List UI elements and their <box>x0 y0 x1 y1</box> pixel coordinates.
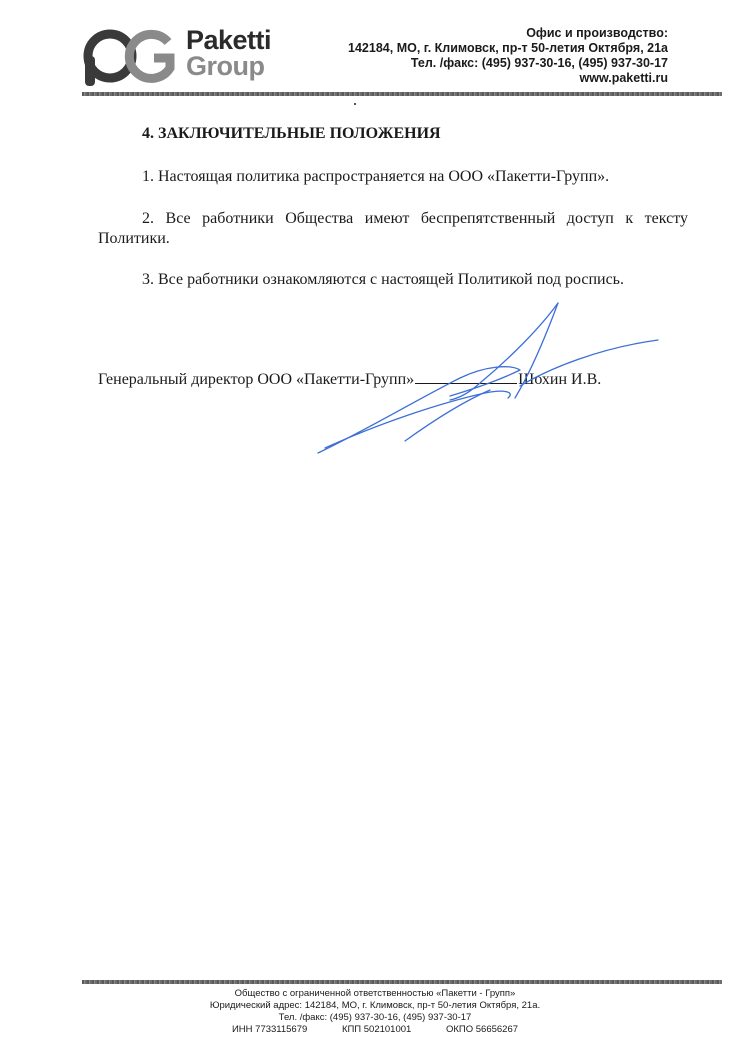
paragraph-2: 2. Все работники Общества имеют беспрепятственный доступ к тексту Политики. <box>98 210 688 247</box>
header-divider <box>82 92 722 96</box>
footer-kpp: КПП 502101001 <box>341 1024 412 1035</box>
footer-legal-address: Юридический адрес: 142184, МО, г. Климовск, пр-т 50-летия Октября, 21а. <box>209 1000 541 1011</box>
scan-speck <box>354 103 356 105</box>
footer-phone: Тел. /факс: (495) 937-30-16, (495) 937-30-17 <box>278 1012 472 1023</box>
contact-website: www.paketti.ru <box>579 71 668 85</box>
logo-wordmark <box>186 27 271 79</box>
contact-title: Офис и производство: <box>526 26 668 40</box>
footer <box>0 988 750 1036</box>
logo-line-2: Group <box>186 51 265 81</box>
signatory-position: Генеральный директор ООО «Пакетти-Групп» <box>98 371 415 388</box>
paragraph-3: 3. Все работники ознакомляются с настоящей Политикой под роспись. <box>142 271 624 288</box>
handwritten-signature <box>310 298 670 463</box>
footer-company: Общество с ограниченной ответственностью «Пакетти - Групп» <box>234 988 516 999</box>
paragraph-1: 1. Настоящая политика распространяется на ООО «Пакетти-Групп». <box>142 168 610 185</box>
footer-inn: ИНН 7733115679 <box>231 1024 308 1035</box>
footer-divider <box>82 980 722 984</box>
footer-okpo: ОКПО 56656267 <box>445 1024 519 1035</box>
contact-address: 142184, МО, г. Климовск, пр-т 50-летия Октября, 21а <box>348 41 668 55</box>
footer-ids <box>0 1024 750 1036</box>
header-contact <box>348 26 668 86</box>
section-heading: 4. ЗАКЛЮЧИТЕЛЬНЫЕ ПОЛОЖЕНИЯ <box>142 125 441 142</box>
contact-phone: Тел. /факс: (495) 937-30-16, (495) 937-30-17 <box>410 56 668 70</box>
signatory-name: Шохин И.В. <box>518 371 602 388</box>
logo-line-1: Paketti <box>186 25 272 55</box>
